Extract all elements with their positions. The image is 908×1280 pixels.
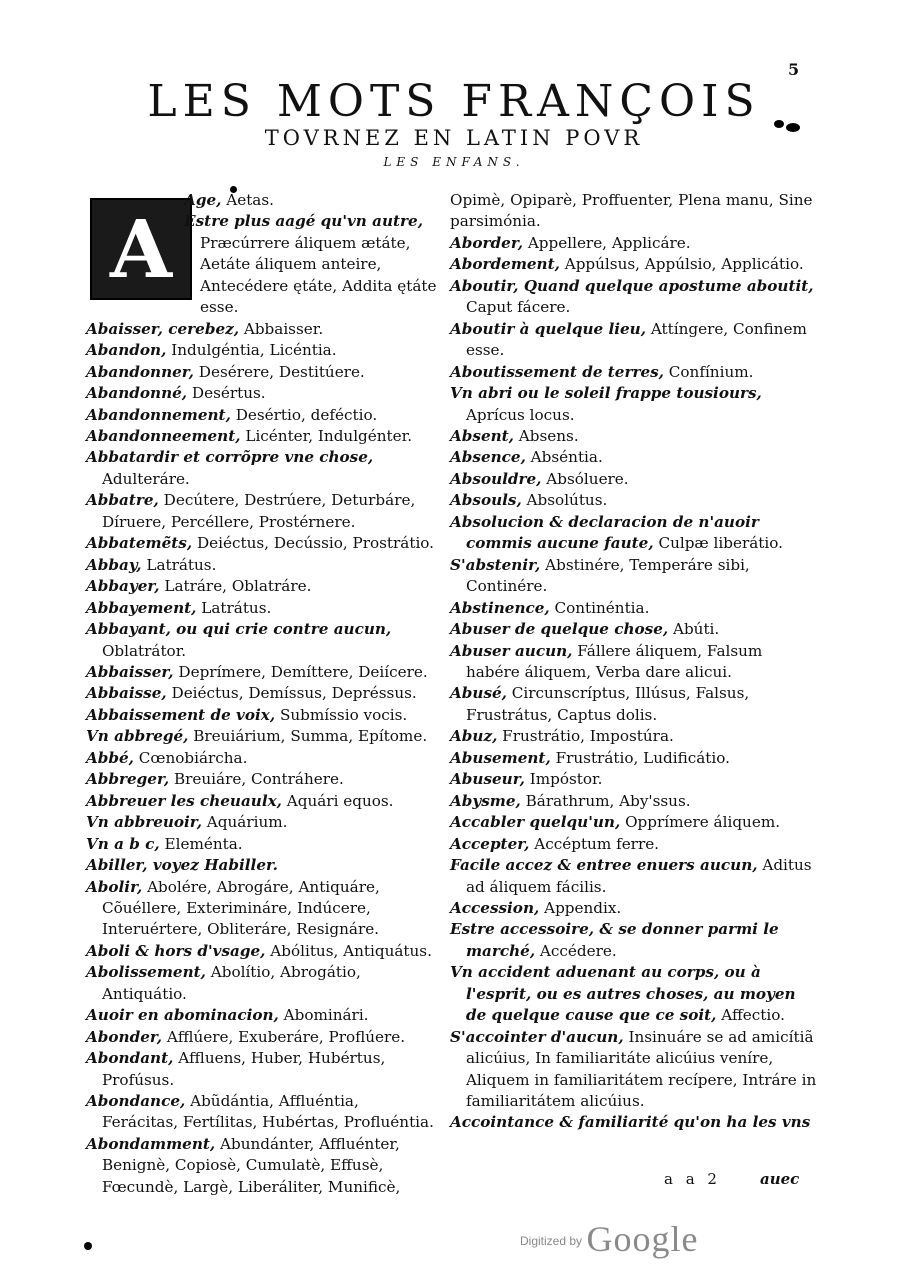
entry-headword: Auoir en abominacion, <box>86 1006 279 1025</box>
entry-headword: Abaisser, cerebez, <box>86 319 240 338</box>
dictionary-entry <box>86 447 438 490</box>
page-number: 5 <box>788 60 800 79</box>
entry-translation: Latrátus. <box>196 598 272 617</box>
dictionary-entry <box>86 598 438 619</box>
entry-translation: Opimè, Opiparè, Proffuenter, Plena manu, Sine parsimónia. <box>450 191 813 231</box>
entry-translation: Frustrátio, Impostúra. <box>497 727 674 746</box>
entry-headword: Abolissement, <box>86 963 206 982</box>
entry-translation: Abúti. <box>668 620 720 639</box>
dictionary-entry <box>450 641 818 684</box>
entry-headword: Abuser de quelque chose, <box>450 620 669 639</box>
entry-headword: Abusement, <box>450 748 551 767</box>
page-subtitle: TOVRNEZ EN LATIN POVR <box>264 126 644 150</box>
dictionary-entry <box>86 490 438 533</box>
entry-headword: Abandonnement, <box>86 405 231 424</box>
dictionary-entry <box>450 1112 818 1133</box>
entry-headword: Vn a b c, <box>86 834 160 853</box>
entry-headword: Facile accez & entree enuers aucun, <box>450 856 758 875</box>
entry-translation: Insinuáre se ad amicítiã alicúius, In familiaritáte alicúius veníre, Aliquem in familiaritátem recípere, Intráre in familiaritátem alicúius. <box>465 1027 817 1111</box>
entry-headword: Abbreuer les cheuaulx, <box>86 791 282 810</box>
entry-headword: Abbaisse, <box>86 684 167 703</box>
dictionary-entry <box>86 362 438 383</box>
entry-headword: Absolucion & declaracion de n'auoir commis aucune faute, <box>450 512 759 553</box>
entry-translation: Circunscríptus, Illúsus, Falsus, Frustrátus, Captus dolis. <box>465 684 750 724</box>
entry-translation: Affluens, Huber, Hubértus, Profúsus. <box>101 1049 386 1089</box>
entry-translation: Accédere. <box>535 941 617 960</box>
watermark-brand: Google <box>586 1219 699 1259</box>
page-title: LES MOTS FRANÇOIS <box>147 76 761 127</box>
dictionary-entry <box>450 447 818 468</box>
entry-translation: Continéntia. <box>549 598 650 617</box>
entry-headword: Abolir, <box>86 877 143 896</box>
entry-translation: Abolítio, Abrogátio, Antiquátio. <box>101 963 361 1003</box>
entry-headword: Abbé, <box>86 748 134 767</box>
dictionary-entry <box>86 1091 438 1134</box>
dictionary-entry <box>86 383 438 404</box>
entry-headword: Abbatre, <box>86 491 159 510</box>
entry-headword: S'accointer d'aucun, <box>450 1027 624 1046</box>
entry-headword: Abuser aucun, <box>450 641 573 660</box>
dictionary-entry <box>450 855 818 898</box>
entry-translation: Decútere, Destrúere, Deturbáre, Díruere, Percéllere, Prostérnere. <box>101 491 416 531</box>
entry-headword: Abbayement, <box>86 598 197 617</box>
dictionary-entry <box>450 1027 818 1113</box>
entry-translation: Deiéctus, Decússio, Prostrátio. <box>192 534 435 553</box>
entry-headword: Abysme, <box>450 791 521 810</box>
left-column <box>86 190 438 1198</box>
dictionary-entry <box>86 1005 438 1026</box>
dictionary-entry <box>450 190 818 233</box>
entry-translation: Abstinére, Temperáre sibi, Continére. <box>465 555 750 596</box>
dictionary-entry <box>450 490 818 511</box>
entry-translation: Desértio, deféctio. <box>230 405 378 424</box>
dictionary-entry <box>86 533 438 554</box>
dictionary-entry <box>86 962 438 1005</box>
entry-translation: Licénter, Indulgénter. <box>240 426 413 445</box>
entry-translation: Appendix. <box>539 898 622 917</box>
entry-headword: Abordement, <box>450 255 560 274</box>
entry-translation: Aetas. <box>221 191 274 209</box>
entry-translation: Absolútus. <box>521 491 608 510</box>
dictionary-entry <box>450 898 818 919</box>
dictionary-entry <box>450 469 818 490</box>
entry-headword: Abbreger, <box>86 770 170 789</box>
ink-blot <box>786 123 800 132</box>
entry-translation: Indulgéntia, Licéntia. <box>166 341 337 360</box>
dictionary-entry <box>450 233 818 254</box>
dictionary-entry <box>450 276 818 319</box>
dictionary-entry <box>450 683 818 726</box>
entry-translation: Aprícus locus. <box>465 405 575 424</box>
entry-headword: S'abstenir, <box>450 555 541 574</box>
dictionary-entry <box>86 576 438 597</box>
entry-translation: Aquári equos. <box>281 791 394 810</box>
entry-headword: Abbayant, ou qui crie contre aucun, <box>86 620 392 639</box>
entry-headword: Vn accident aduenant au corps, ou à l'esprit, ou es autres choses, au moyen de quelque cause que ce soit, <box>450 963 796 1025</box>
entry-headword: Aborder, <box>450 233 523 252</box>
entry-translation: Caput fácere. <box>465 298 571 317</box>
entry-headword: Abbaisser, <box>86 662 174 681</box>
entry-translation: Desérere, Destitúere. <box>193 362 365 381</box>
dictionary-entry <box>86 1027 438 1048</box>
entry-headword: Estre accessoire, & se donner parmi le marché, <box>450 920 779 960</box>
entry-headword: Abandon, <box>86 341 167 360</box>
dictionary-entry <box>86 319 438 340</box>
entry-headword: Aboli & hors d'vsage, <box>86 941 266 960</box>
entry-translation: Abũdántia, Affluéntia, Ferácitas, Fertílitas, Hubértas, Profluéntia. <box>101 1092 434 1132</box>
entry-headword: Abstinence, <box>450 598 550 617</box>
dictionary-entry <box>86 941 438 962</box>
entry-headword: Age, <box>184 191 222 209</box>
dictionary-entry <box>86 748 438 769</box>
entry-translation: Eleménta. <box>159 834 243 853</box>
dictionary-entry <box>86 877 438 941</box>
entry-headword: Accabler quelqu'un, <box>450 813 621 832</box>
entry-headword: Accepter, <box>450 834 530 853</box>
entry-translation: Abolére, Abrogáre, Antiquáre, Cõuéllere, Exterimináre, Indúcere, Interuértere, Obliteráre, Resignáre. <box>101 877 380 939</box>
entry-translation: Bárathrum, Aby'ssus. <box>520 791 691 810</box>
entry-translation: Latráre, Oblatráre. <box>159 577 312 596</box>
entry-translation: Aditus ad áliquem fácilis. <box>465 856 812 896</box>
dictionary-entry <box>450 769 818 790</box>
dictionary-entry <box>450 619 818 640</box>
entry-headword: Abiller, voyez Habiller. <box>86 856 278 875</box>
entry-headword: Abondance, <box>86 1092 186 1111</box>
dictionary-entry <box>450 598 818 619</box>
entry-headword: Accession, <box>450 898 540 917</box>
entry-headword: Abondant, <box>86 1049 174 1068</box>
dictionary-entry <box>86 834 438 855</box>
entry-translation: Culpæ liberátio. <box>653 534 783 553</box>
entry-translation: Fállere áliquem, Falsum habére áliquem, Verba dare alicui. <box>465 641 763 681</box>
dictionary-entry <box>450 512 818 555</box>
digitized-watermark <box>520 1218 698 1260</box>
entry-headword: Estre plus aagé qu'vn autre, <box>184 212 423 231</box>
entry-headword: Absouldre, <box>450 469 542 488</box>
dictionary-entry <box>86 426 438 447</box>
dictionary-entry <box>450 726 818 747</box>
dictionary-entry <box>450 834 818 855</box>
entry-translation: Abólitus, Antiquátus. <box>265 941 432 960</box>
entry-headword: Vn abri ou le soleil frappe tousiours, <box>450 384 762 403</box>
dictionary-entry <box>86 769 438 790</box>
dictionary-entry <box>450 791 818 812</box>
entry-translation: Accéptum ferre. <box>529 834 660 853</box>
dictionary-entry <box>450 254 818 275</box>
watermark-prefix: Digitized by <box>520 1234 583 1248</box>
entry-translation: Præcúrrere áliquem ætáte, Aetáte áliquem anteire, Antecédere ętáte, Addita ętáte esse. <box>200 233 437 317</box>
entry-translation: Absóluere. <box>541 469 629 488</box>
entry-translation: Abominári. <box>278 1006 369 1025</box>
entry-translation: Attíngere, Confinem esse. <box>465 319 807 360</box>
entry-translation: Impóstor. <box>524 770 603 789</box>
entry-translation: Appúlsus, Appúlsio, Applicátio. <box>559 255 804 274</box>
ink-blot <box>774 120 784 128</box>
entry-translation: Cœnobiárcha. <box>133 748 248 767</box>
ink-blot <box>84 1242 92 1250</box>
entry-translation: Breuiáre, Contráhere. <box>169 770 344 789</box>
entry-headword: Abbay, <box>86 555 142 574</box>
entry-translation: Frustrátio, Ludificátio. <box>550 748 730 767</box>
entry-translation: Oblatrátor. <box>101 641 187 660</box>
entry-translation: Appellere, Applicáre. <box>523 233 691 252</box>
entry-headword: Vn abbreuoir, <box>86 813 202 832</box>
entry-headword: Absence, <box>450 448 526 467</box>
right-column <box>450 190 818 1134</box>
dictionary-entry <box>450 812 818 833</box>
dictionary-entry <box>86 705 438 726</box>
dictionary-entry <box>86 855 438 876</box>
signature-mark: a a 2 <box>664 1170 721 1188</box>
entry-headword: Abonder, <box>86 1027 163 1046</box>
entry-headword: Absouls, <box>450 491 522 510</box>
dictionary-entry <box>86 619 438 662</box>
dictionary-entry <box>86 662 438 683</box>
dictionary-entry <box>450 319 818 362</box>
dictionary-entry <box>86 683 438 704</box>
dictionary-entry <box>450 919 818 962</box>
entry-headword: Aboutir à quelque lieu, <box>450 319 647 338</box>
entry-headword: Abuz, <box>450 727 498 746</box>
entry-headword: Aboutissement de terres, <box>450 362 664 381</box>
dictionary-entry <box>450 962 818 1026</box>
dictionary-entry <box>86 405 438 426</box>
entry-translation: Breuiárium, Summa, Epítome. <box>188 727 428 746</box>
entry-headword: Abbatemẽts, <box>86 534 193 553</box>
dictionary-entry <box>86 1048 438 1091</box>
entry-translation: Deprímere, Demíttere, Deiícere. <box>173 662 428 681</box>
entry-translation: Latrátus. <box>141 555 217 574</box>
dictionary-entry <box>450 748 818 769</box>
entry-translation: Confínium. <box>663 362 754 381</box>
entry-headword: Abandonné, <box>86 384 188 403</box>
entry-headword: Abandonneement, <box>86 426 241 445</box>
entry-translation: Abundánter, Affluénter, Benignè, Copiosè, Cumulatè, Effusè, Fœcundè, Largè, Liberáliter, Munificè, <box>101 1134 401 1196</box>
dictionary-entry <box>86 340 438 361</box>
entry-headword: Accointance & familiarité qu'on ha les vns <box>450 1113 811 1132</box>
entry-translation: Submíssio vocis. <box>275 705 408 724</box>
entry-headword: Absent, <box>450 426 514 445</box>
entry-headword: Abuseur, <box>450 770 525 789</box>
entry-translation: Opprímere áliquem. <box>620 813 781 832</box>
dictionary-entry <box>86 791 438 812</box>
entry-translation: Abséntia. <box>525 448 603 467</box>
entry-headword: Abusé, <box>450 684 507 703</box>
entry-headword: Vn abbregé, <box>86 727 189 746</box>
entry-headword: Abandonner, <box>86 362 194 381</box>
catchword: auec <box>760 1170 800 1188</box>
entry-translation: Abbaisser. <box>239 319 324 338</box>
entry-translation: Absens. <box>513 426 579 445</box>
dictionary-entry <box>450 426 818 447</box>
entry-translation: Desértus. <box>187 384 266 403</box>
entry-headword: Abbatardir et corrõpre vne chose, <box>86 448 374 467</box>
dictionary-entry <box>450 383 818 426</box>
dictionary-entry <box>86 555 438 576</box>
dictionary-entry <box>450 555 818 598</box>
entry-translation: Afflúere, Exuberáre, Proflúere. <box>162 1027 406 1046</box>
entry-translation: Affectio. <box>716 1006 785 1025</box>
dictionary-entry <box>86 812 438 833</box>
entry-headword: Abbayer, <box>86 577 160 596</box>
entry-translation: Deiéctus, Demíssus, Depréssus. <box>166 684 417 703</box>
entry-headword: Abbaissement de voix, <box>86 705 276 724</box>
entry-translation: Adulteráre. <box>101 469 190 488</box>
entry-headword: Aboutir, Quand quelque apostume aboutit, <box>450 276 814 295</box>
entry-headword: Abondamment, <box>86 1134 216 1153</box>
dictionary-entry <box>450 362 818 383</box>
entry-translation: Aquárium. <box>201 813 288 832</box>
dictionary-entry <box>86 1134 438 1198</box>
page-subtitle-2: LES ENFANS. <box>383 155 525 169</box>
dictionary-entry <box>86 726 438 747</box>
decorative-initial: A <box>90 198 192 300</box>
